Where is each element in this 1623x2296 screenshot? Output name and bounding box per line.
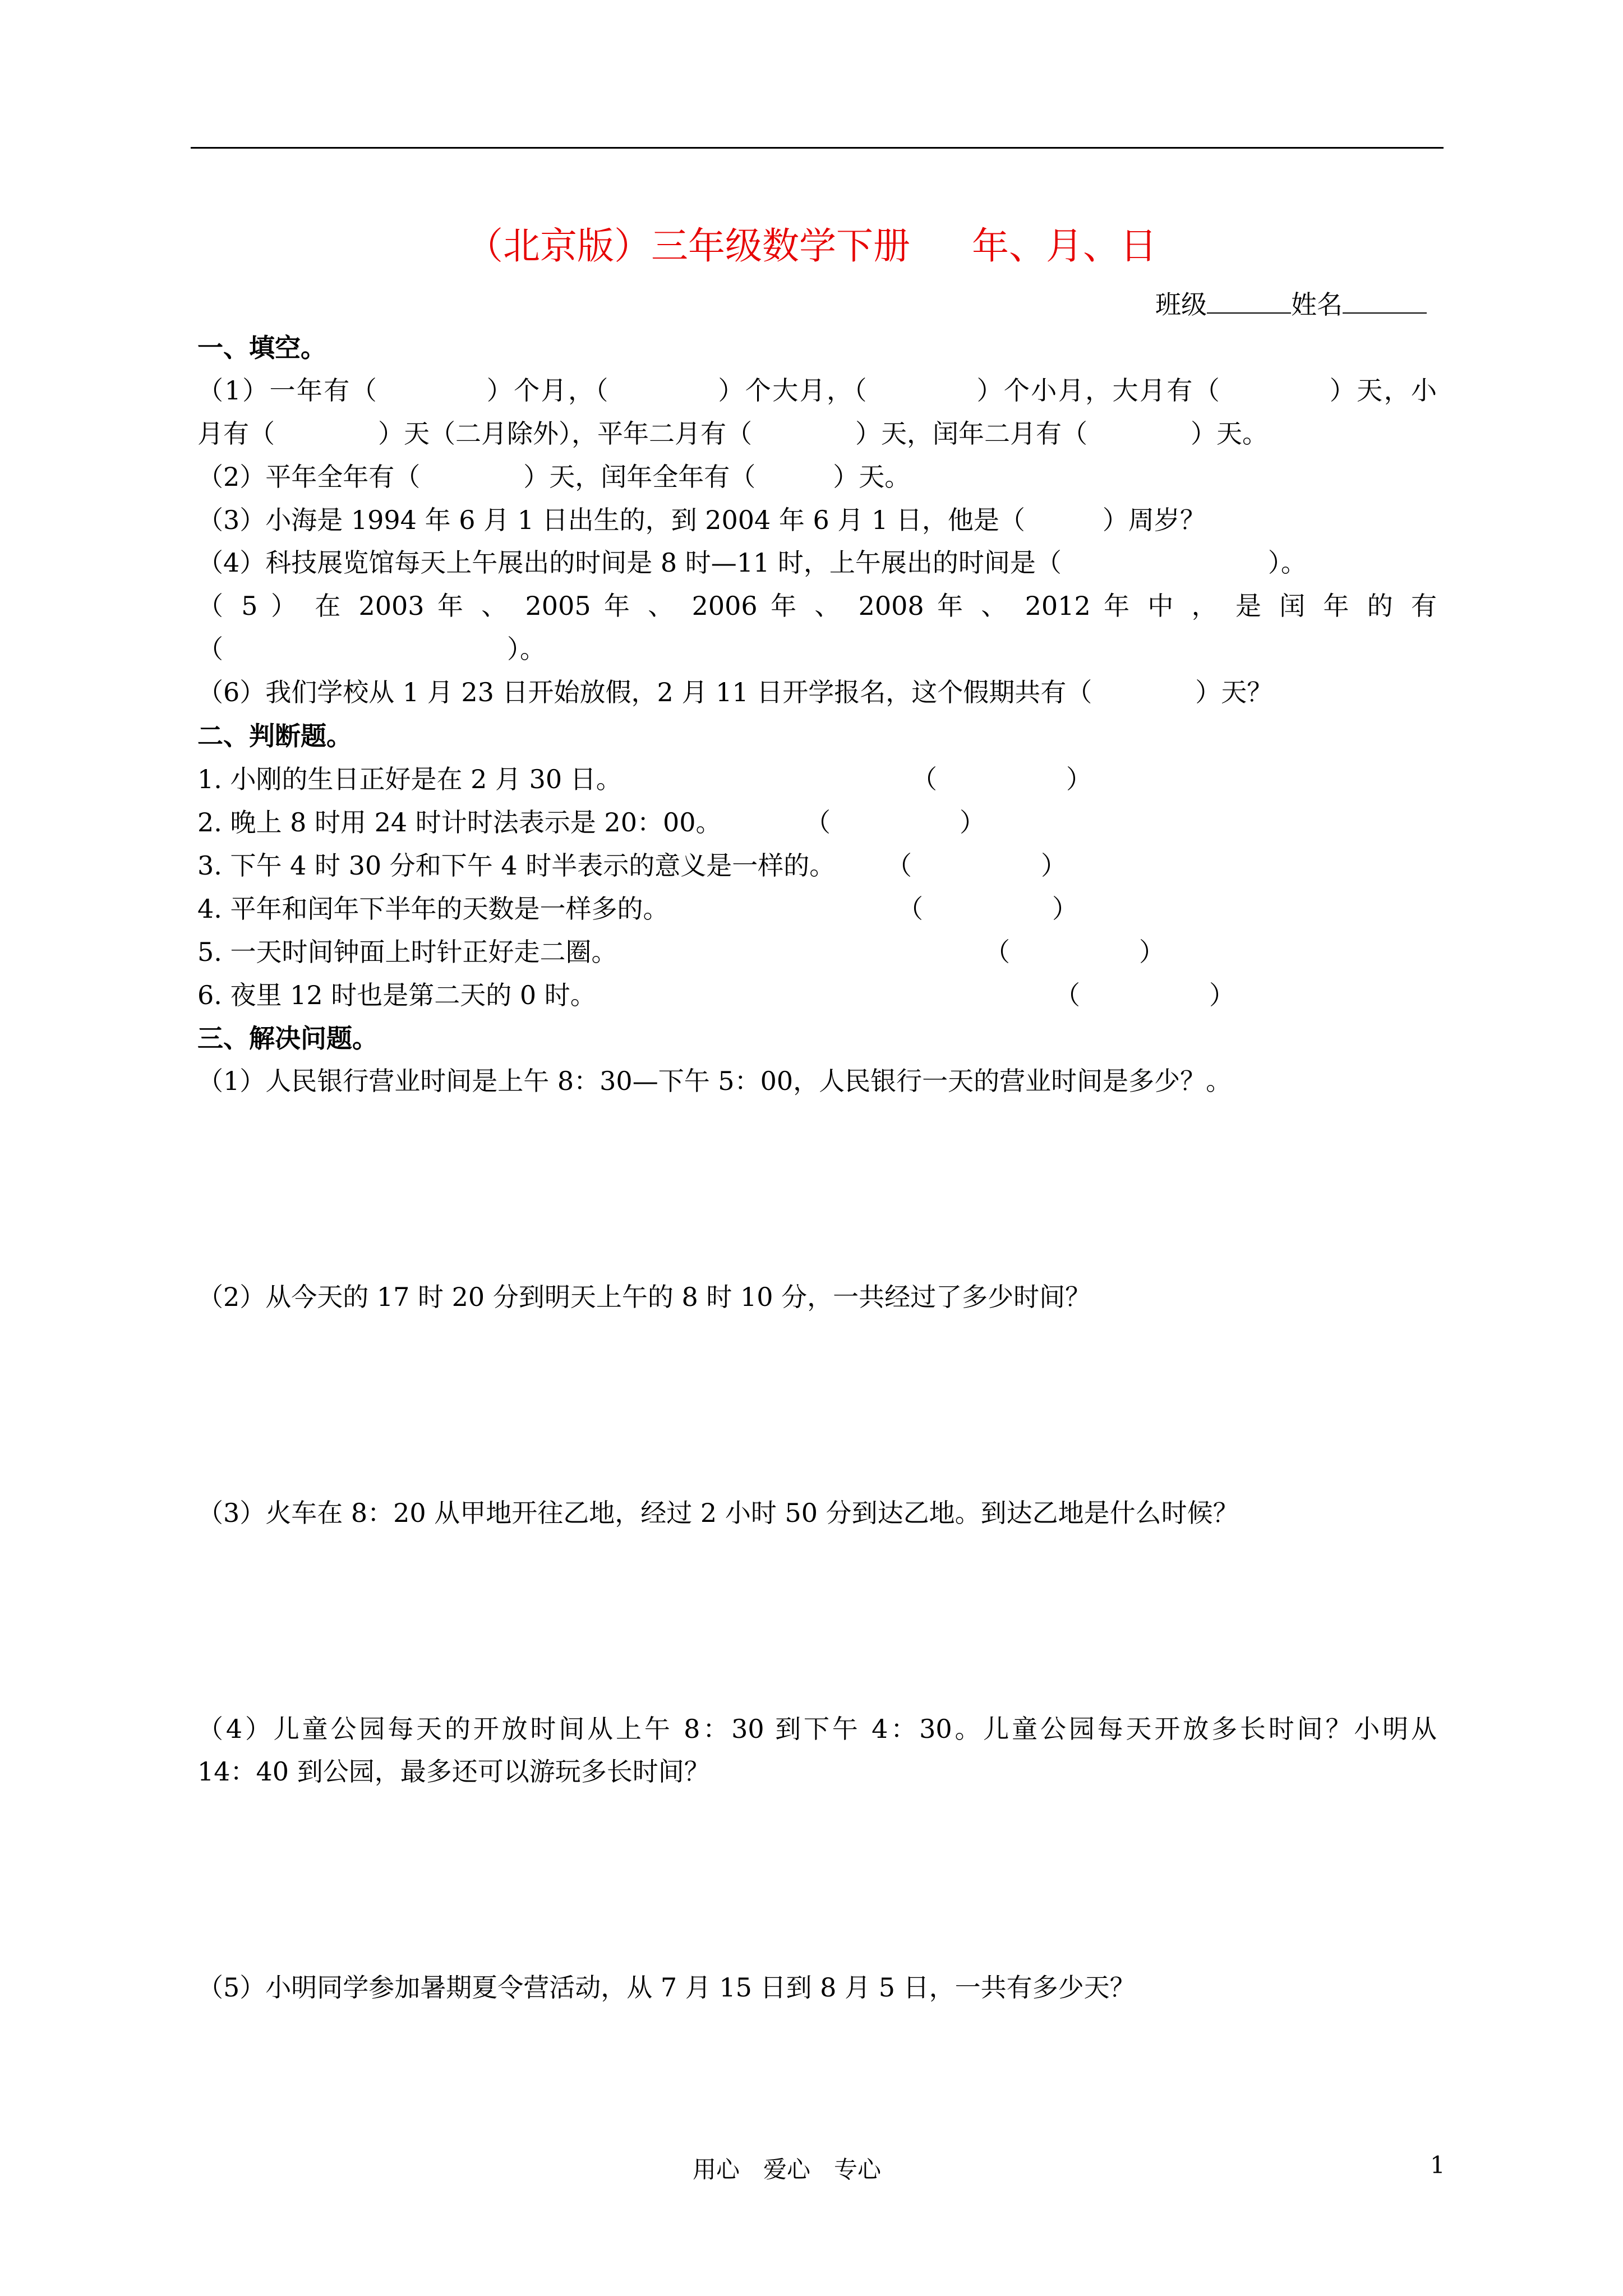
judge-item-5: 5. 一天时间钟面上时针正好走二圈。 [197, 937, 617, 967]
judge-bracket-2: （ ） [805, 807, 985, 838]
name-blank [1343, 290, 1427, 314]
judge-item-6: 6. 夜里 12 时也是第二天的 0 时。 [197, 980, 596, 1010]
fill-q5-line1: （ 5 ） 在 2003 年 、 2005 年 、 2006 年 、 2008 年 、 2012 年 中 ， 是 闰 年 的 有 [197, 591, 1437, 621]
section-fill-heading: 一、填空。 [197, 333, 326, 363]
fill-q1-line1: （1）一年有（ ）个月，（ ）个大月，（ ）个小月，大月有（ ）天，小 [197, 375, 1437, 406]
judge-bracket-3: （ ） [886, 850, 1067, 881]
judge-item-1: 1. 小刚的生日正好是在 2 月 30 日。 [197, 764, 622, 794]
judge-item-4: 4. 平年和闰年下半年的天数是一样多的。 [197, 894, 669, 924]
header-rule [191, 147, 1444, 149]
solve-q5: （5）小明同学参加暑期夏令营活动，从 7 月 15 日到 8 月 5 日，一共有多少天？ [197, 1972, 1136, 2003]
judge-item-2: 2. 晚上 8 时用 24 时计时法表示是 20：00。 [197, 807, 722, 838]
judge-bracket-5: （ ） [984, 937, 1165, 967]
page-number: 1 [1430, 2151, 1445, 2179]
title-part2: 年、月、日 [972, 224, 1157, 268]
fill-q4: （4）科技展览馆每天上午展出的时间是 8 时—11 时，上午展出的时间是（ ）。 [197, 547, 1307, 578]
class-blank [1207, 290, 1291, 314]
solve-q1: （1）人民银行营业时间是上午 8：30—下午 5：00，人民银行一天的营业时间是多少？。 [197, 1066, 1232, 1096]
judge-bracket-1: （ ） [911, 764, 1092, 794]
solve-q3: （3）火车在 8：20 从甲地开往乙地，经过 2 小时 50 分到达乙地。到达乙地是什么时候？ [197, 1498, 1239, 1528]
name-label: 姓名 [1291, 289, 1343, 320]
fill-q5-line2: （ ）。 [197, 634, 546, 664]
fill-q2: （2）平年全年有（ ）天，闰年全年有（ ）天。 [197, 462, 911, 492]
fill-q1-line2: 月有（ ）天（二月除外），平年二月有（ ）天，闰年二月有（ ）天。 [197, 418, 1268, 449]
judge-item-3: 3. 下午 4 时 30 分和下午 4 时半表示的意义是一样的。 [197, 850, 836, 881]
class-label: 班级 [1155, 289, 1207, 320]
section-judge-heading: 二、判断题。 [197, 721, 352, 751]
page-title [0, 216, 1623, 269]
solve-q2: （2）从今天的 17 时 20 分到明天上午的 8 时 10 分，一共经过了多少时间？ [197, 1282, 1091, 1312]
judge-bracket-4: （ ） [897, 894, 1078, 924]
solve-q4-line2: 14：40 到公园，最多还可以游玩多长时间？ [197, 1756, 710, 1787]
fill-q3: （3）小海是 1994 年 6 月 1 日出生的，到 2004 年 6 月 1 日，他是（ ）周岁？ [197, 505, 1206, 535]
student-info [1155, 288, 1427, 321]
judge-bracket-6: （ ） [1054, 980, 1235, 1010]
fill-q6: （6）我们学校从 1 月 23 日开始放假，2 月 11 日开学报名，这个假期共有（ ）天？ [197, 677, 1273, 707]
title-part1: （北京版）三年级数学下册 [466, 224, 910, 268]
footer-motto: 用心 爱心 专心 [693, 2156, 882, 2183]
solve-q4-line1: （4）儿童公园每天的开放时间从上午 8：30 到下午 4：30。儿童公园每天开放多长时间？小明从 [197, 1714, 1437, 1744]
section-solve-heading: 三、解决问题。 [197, 1023, 378, 1053]
